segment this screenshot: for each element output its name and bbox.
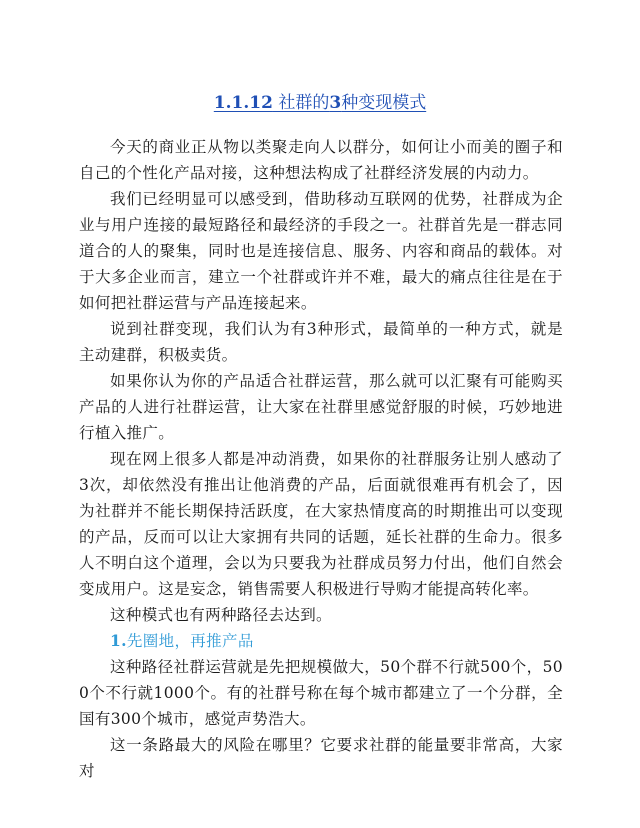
section-title-text-post: 种变现模式 bbox=[341, 93, 427, 113]
paragraph: 我们已经明显可以感受到，借助移动互联网的优势，社群成为企业与用户连接的最短路径和最经济的手段之一。社群首先是一群志同道合的人的聚集，同时也是连接信息、服务、内容和商品的载体。对于大多企业而言，建立一个社群或许并不难，最大的痛点往往是在于如何把社群运营与产品连接起来。 bbox=[79, 190, 563, 312]
paragraph: 这种路径社群运营就是先把规模做大，50个群不行就500个，500个不行就1000个。有的社群号称在每个城市都建立了一个分群，全国有300个城市，感觉声势浩大。 bbox=[79, 658, 563, 728]
section-title-text-pre: 社群的 bbox=[272, 93, 330, 113]
subheading bbox=[79, 628, 563, 654]
subheading-text: 先圈地，再推产品 bbox=[126, 632, 254, 650]
paragraph: 这一条路最大的风险在哪里？它要求社群的能量要非常高，大家对 bbox=[79, 736, 563, 780]
paragraph: 如果你认为你的产品适合社群运营，那么就可以汇聚有可能购买产品的人进行社群运营，让大家在社群里感觉舒服的时候，巧妙地进行植入推广。 bbox=[79, 372, 563, 442]
section-title bbox=[0, 92, 640, 114]
section-number: 1.1.12 bbox=[213, 93, 273, 113]
paragraph: 现在网上很多人都是冲动消费，如果你的社群服务让别人感动了3次，却依然没有推出让他消费的产品，后面就很难再有机会了，因为社群并不能长期保持活跃度，在大家热情度高的时期推出可以变现的产品，反而可以让大家拥有共同的话题，延长社群的生命力。很多人不明白这个道理，会以为只要我为社群成员努力付出，他们自然会变成用户。这是妄念，销售需要人积极进行导购才能提高转化率。 bbox=[79, 450, 563, 598]
subheading-number: 1. bbox=[110, 631, 127, 650]
paragraph: 这种模式也有两种路径去达到。 bbox=[110, 606, 332, 624]
body-text bbox=[79, 134, 563, 784]
paragraph: 今天的商业正从物以类聚走向人以群分，如何让小而美的圈子和自己的个性化产品对接，这种想法构成了社群经济发展的内动力。 bbox=[79, 138, 563, 182]
section-title-bold-number: 3 bbox=[329, 93, 342, 113]
paragraph: 说到社群变现，我们认为有3种形式，最简单的一种方式，就是主动建群，积极卖货。 bbox=[79, 320, 563, 364]
